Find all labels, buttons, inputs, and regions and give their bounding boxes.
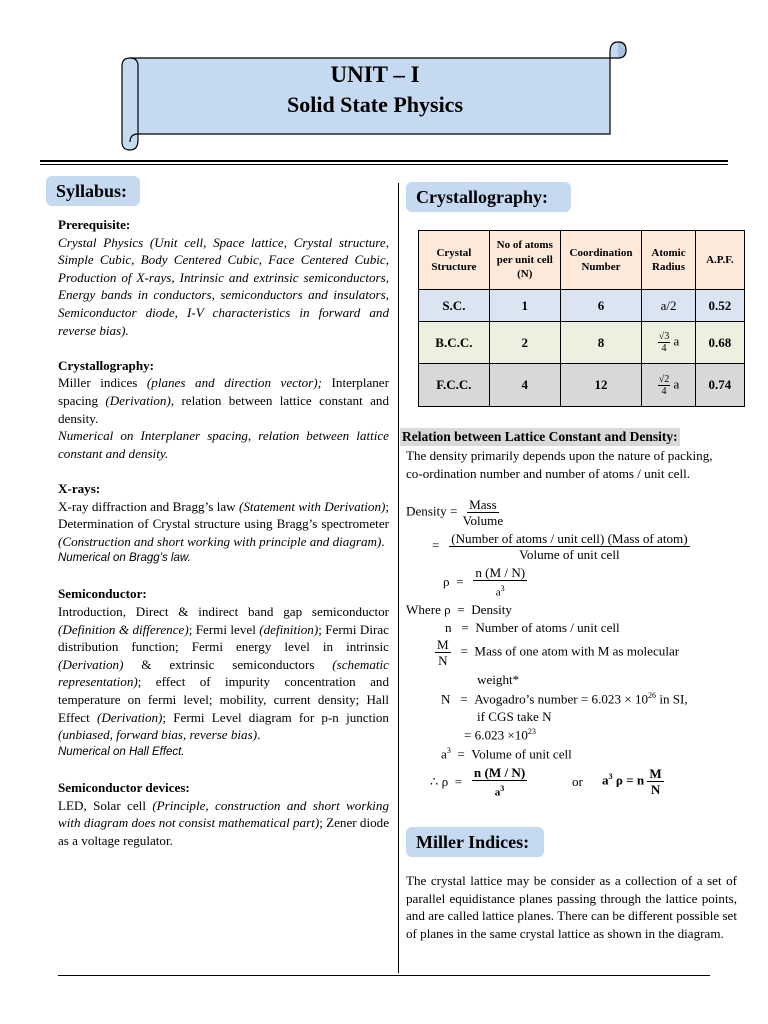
column-divider: [398, 183, 399, 973]
cell-atoms: 2: [489, 322, 560, 364]
where-n-line: n = Number of atoms / unit cell: [445, 620, 620, 635]
table-header-row: [419, 231, 745, 290]
or-word: or: [572, 774, 583, 789]
where-mn-line-2: weight*: [477, 672, 520, 687]
col-coordination: Coordination Number: [560, 231, 642, 290]
devices-section: [58, 779, 389, 849]
table-row: [419, 290, 745, 322]
crystallography-topics: Miller indices (planes and direction vector); Interplaner spacing (Derivation), relation between lattice constant and density.: [58, 375, 389, 426]
syllabus-heading: Syllabus:: [46, 176, 140, 206]
avogadro-line: N = Avogadro’s number = $6.023 \times 10^{26}$ in SI,: [441, 691, 688, 707]
where-mn-line: $\frac{M}{N}$ = Mass of one atom with M as molecular: [437, 637, 680, 668]
cell-coordination: 12: [560, 364, 642, 407]
col-apf: A.P.F.: [695, 231, 744, 290]
final-alt-equation: $a^3$ ρ = n $\frac{M}{N}$: [602, 766, 662, 797]
cgs-line: if CGS take N: [477, 709, 552, 724]
prerequisite-section: [58, 216, 389, 339]
crystallography-numerical: Numerical on Interplaner spacing, relation between lattice constant and density.: [58, 428, 389, 461]
xrays-numerical: Numerical on Bragg’s law.: [58, 552, 191, 565]
crystal-structure-table: [418, 230, 745, 407]
col-atomic-radius: Atomic Radius: [642, 231, 695, 290]
cell-radius: $\frac{√2}{4}$ a: [642, 364, 695, 407]
cgs-value-line: = $6.023 \times 10^{23}$: [464, 727, 536, 743]
where-rho-line: Where ρ = Density: [406, 602, 512, 617]
cell-coordination: 6: [560, 290, 642, 322]
cell-radius: a/2: [642, 290, 695, 322]
semiconductor-title: Semiconductor:: [58, 586, 147, 602]
semiconductor-section: [58, 585, 389, 761]
semiconductor-topics: Introduction, Direct & indirect band gap semiconductor (Definition & difference); Fermi level (definition); Fermi Dirac distribution function; Fermi energy level in intrinsic (Derivation) & extrinsic semiconductors (schematic representation); effect of impurity concentration and temperature on fermi level; mobility, current density; Hall Effect (Derivation); Fermi Level diagram for p-n junction (unbiased, forward bias, reverse bias).: [58, 604, 389, 743]
header-divider-thin: [40, 164, 728, 165]
prerequisite-text: Crystal Physics (Unit cell, Space lattice, Crystal structure, Simple Cubic, Body Centered Cubic, Face Centered Cubic, Production of X-rays, Intrinsic and extrinsic semiconductors, Energy bands in conductors, semiconductors and insulators, Semiconductor diode, I-V characteristics in forward and reverse bias).: [58, 234, 389, 338]
devices-topics: LED, Solar cell (Principle, construction and short working with diagram does not consist mathematical part); Zener diode as a voltage regulator.: [58, 797, 390, 848]
miller-indices-text: The crystal lattice may be consider as a collection of a set of parallel equidistance planes passing through the lattice points, and are called lattice planes. There can be different possible set of planes in the same crystal lattice as shown in the diagram.: [406, 873, 737, 941]
crystallography-heading: Crystallography:: [406, 182, 571, 212]
cell-radius: $\frac{√3}{4}$ a: [642, 322, 695, 364]
syllabus-content: [58, 216, 389, 849]
cell-structure: B.C.C.: [419, 322, 490, 364]
cell-apf: 0.68: [695, 322, 744, 364]
cell-apf: 0.74: [695, 364, 744, 407]
unit-title: UNIT – I: [330, 62, 420, 87]
cell-coordination: 8: [560, 322, 642, 364]
density-expanded-equation: = (Number of atoms / unit cell) (Mass of atom) Volume of unit cell: [432, 531, 688, 562]
cell-atoms: 1: [489, 290, 560, 322]
xrays-title: X-rays:: [58, 480, 101, 496]
prerequisite-title: Prerequisite:: [58, 217, 131, 232]
final-rho-equation: ∴ ρ = n (M / N) $a^3$: [430, 765, 526, 799]
semiconductor-numerical: Numerical on Hall Effect.: [58, 745, 185, 758]
table-row: [419, 322, 745, 364]
cell-apf: 0.52: [695, 290, 744, 322]
cell-atoms: 4: [489, 364, 560, 407]
a3-line: $a^3$ = Volume of unit cell: [441, 746, 572, 762]
xrays-topics: X-ray diffraction and Bragg’s law (Statement with Derivation); Determination of Crystal structure using Bragg’s spectrometer (Construction and short working with principle and diagram).: [58, 498, 390, 549]
relation-intro: The density primarily depends upon the nature of packing, co-ordination number and number of atoms / unit cell.: [406, 448, 713, 481]
col-atoms-per-cell: No of atoms per unit cell (N): [489, 231, 560, 290]
relation-title: Relation between Lattice Constant and Density:: [402, 429, 678, 444]
subject-title: Solid State Physics: [286, 92, 464, 117]
footer-divider: [58, 975, 710, 976]
table-row: [419, 364, 745, 407]
cell-structure: F.C.C.: [419, 364, 490, 407]
col-crystal-structure: Crystal Structure: [419, 231, 490, 290]
crystallography-section: [58, 357, 389, 463]
crystallography-title: Crystallography:: [58, 357, 155, 373]
xrays-section: [58, 480, 389, 568]
rho-equation: ρ = n (M / N) $a^3$: [443, 565, 526, 599]
miller-indices-heading: Miller Indices:: [406, 827, 544, 857]
devices-title: Semiconductor devices:: [58, 780, 190, 795]
cell-structure: S.C.: [419, 290, 490, 322]
header-divider-thick: [40, 160, 728, 162]
density-equation: Density = Mass Volume: [406, 497, 504, 528]
